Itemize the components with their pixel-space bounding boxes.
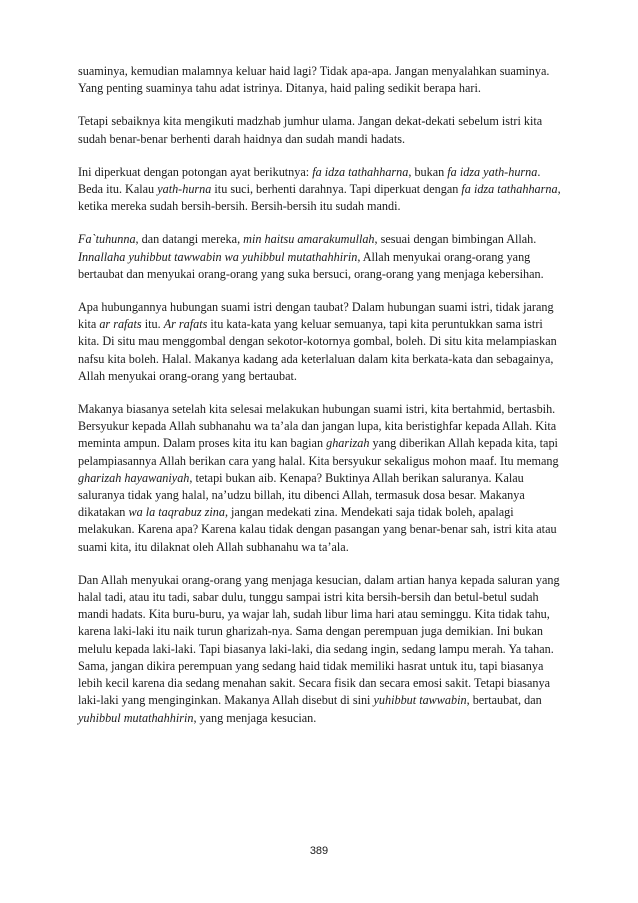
italic-term: yuhibbut tawwabin	[373, 693, 467, 708]
text-run: , yang menjaga kesucian.	[193, 710, 317, 725]
text-run: suaminya, kemudian malamnya keluar haid lagi? Tidak apa-apa. Jangan menyalahkan suaminya. Yang penting suaminya tahu adat istrinya. Ditanya, haid paling sedikit berapa hari.	[78, 64, 550, 96]
paragraph	[78, 572, 565, 727]
paragraph	[78, 299, 565, 385]
italic-term: gharizah	[326, 436, 370, 451]
text-run: itu suci, berhenti darahnya. Tapi diperkuat dengan	[211, 182, 462, 197]
text-run: Dan Allah menyukai orang-orang yang menjaga kesucian, dalam artian hanya kepada saluran yang halal tadi, atau itu tadi, sabar dulu, tunggu sampai istri kita bersih-bersih dan betul-betul sudah mandi hadats. Kita buru-buru, ya wajar lah, sudah libur lima hari atau seminggu. Kita tidak tahu, karena laki-laki itu naik turun gharizah-nya. Sama dengan perempuan juga demikian. Ini bukan melulu kepada laki-laki. Tapi biasanya laki-laki, dia sedang ingin, sedang lampu merah. Ya tahan. Sama, jangan dikira perempuan yang sedang haid tidak memiliki hasrat untuk itu, tapi biasanya lebih kecil karena dia sedang menahan sakit. Secara fisik dan secara emosi sakit. Tetapi biasanya laki-laki yang menginginkan. Makanya Allah disebut di sini	[78, 572, 560, 708]
paragraph	[78, 164, 565, 216]
italic-term: yath-hurna	[157, 182, 212, 197]
page-number: 389	[309, 845, 329, 857]
italic-term: yuhibbul mutathahhirin	[78, 710, 194, 725]
text-run: , bertaubat, dan	[466, 693, 542, 708]
text-run: Makanya biasanya setelah kita selesai melakukan hubungan suami istri, kita bertahmid, bertasbih. Bersyukur kepada Allah subhanahu wa ta’ala dan jangan lupa, kita beristighfar kepada Allah. Kita meminta ampun. Dalam proses kita itu kan bagian	[78, 402, 557, 451]
paragraph	[78, 63, 565, 97]
text-run: Apa hubungannya hubungan suami istri dengan taubat? Dalam hubungan suami istri, tidak jarang kita	[78, 300, 554, 332]
italic-term: Ar rafats	[163, 317, 208, 332]
text-run: , jangan medekati zina. Mendekati saja tidak boleh, apalagi melakukan. Karena apa? Karena kalau tidak dengan pasangan yang benar-benar sah, istri kita atau suami kita, itu dilaknat oleh Allah subhanahu wa ta’ala.	[78, 505, 557, 554]
text-run: , ketika mereka sudah bersih-bersih. Bersih-bersih itu sudah mandi.	[78, 182, 561, 214]
italic-term: ar rafats	[99, 317, 142, 332]
text-run: , dan datangi mereka,	[135, 232, 244, 247]
text-run: Tetapi sebaiknya kita mengikuti madzhab jumhur ulama. Jangan dekat-dekati sebelum istri kita sudah benar-benar berhenti darah haidnya dan sudah mandi hadats.	[78, 114, 543, 146]
text-run: Ini diperkuat dengan potongan ayat berikutnya:	[78, 164, 313, 179]
italic-term: fa idza yath-hurna	[447, 164, 538, 179]
text-run: . Beda itu. Kalau	[78, 164, 541, 197]
italic-term: wa la taqrabuz zina	[128, 505, 225, 520]
text-run: , sesuai dengan bimbingan Allah.	[374, 232, 537, 247]
italic-term: gharizah hayawaniyah	[78, 470, 190, 485]
text-run: itu.	[141, 317, 164, 332]
text-run: , bukan	[408, 164, 448, 179]
text-run: , tetapi bukan aib. Kenapa? Buktinya Allah berikan saluranya. Kalau saluranya tidak yang halal, na’udzu billah, itu dibenci Allah, termasuk dosa besar. Makanya dikatakan	[78, 470, 525, 520]
italic-term: fa idza tathahharna	[312, 164, 409, 179]
text-run: , Allah menyukai orang-orang yang bertaubat dan menyukai orang-orang yang suka bersuci, orang-orang yang menjaga kebersihan.	[78, 249, 544, 281]
italic-term: Fa`tuhunna	[78, 232, 136, 247]
text-run: itu kata-kata yang keluar semuanya, tapi kita peruntukkan sama istri kita. Di situ mau menggombal dengan sekotor-kotornya gombal, boleh. Di situ kita melampiaskan nafsu kita boleh. Halal. Makanya kadang ada keterlaluan dalam kita berkata-kata dan sebagainya, Allah menyukai orang-orang yang bertaubat.	[78, 317, 557, 383]
text-run: yang diberikan Allah kepada kita, tapi pelampiasannya Allah berikan cara yang halal. Kita bersyukur sekaligus mohon maaf. Itu memang	[78, 436, 559, 468]
body-text	[78, 63, 565, 743]
italic-term: fa idza tathahharna	[461, 182, 558, 197]
italic-term: min haitsu amarakumullah	[243, 232, 375, 247]
paragraph	[78, 113, 565, 147]
italic-term: Innallaha yuhibbut tawwabin wa yuhibbul mutathahhirin	[78, 249, 358, 264]
paragraph	[78, 231, 565, 283]
paragraph	[78, 401, 565, 556]
